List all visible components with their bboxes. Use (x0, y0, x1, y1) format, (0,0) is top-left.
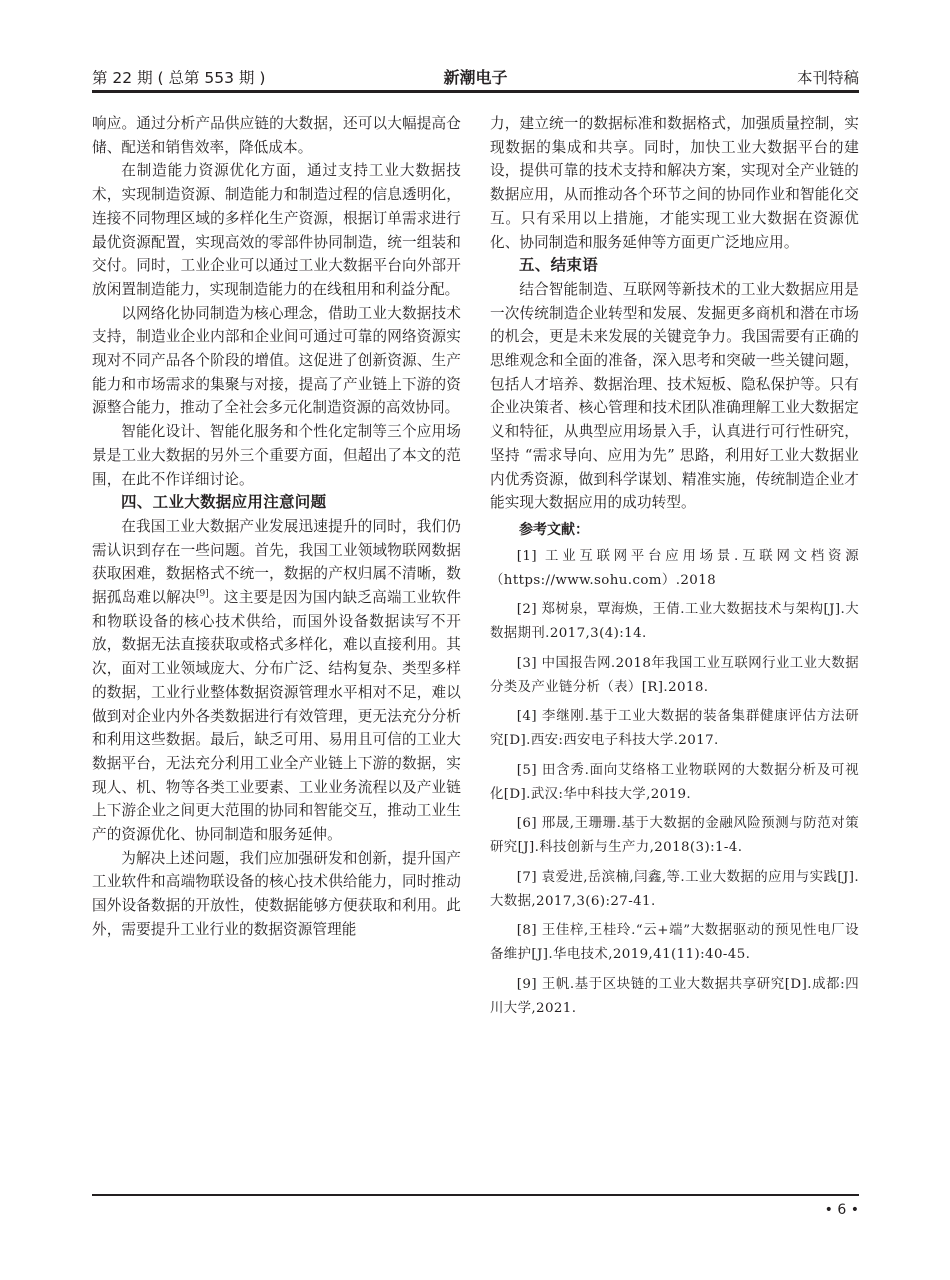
reference-item: [6] 邢晟,王珊珊.基于大数据的金融风险预测与防范对策研究[J].科技创新与生产力,2018(3):1-4. (490, 816, 859, 856)
citation-marker: [9] (195, 589, 209, 600)
paragraph: 响应。通过分析产品供应链的大数据，还可以大幅提高仓储、配送和销售效率，降低成本。 (92, 115, 461, 156)
section-heading: 四、工业大数据应用注意问题 (121, 493, 327, 512)
page-header (92, 62, 859, 88)
reference-item: [1] 工业互联网平台应用场景.互联网文档资源（https://www.sohu.com）.2018 (490, 548, 859, 588)
journal-title: 新潮电子 (443, 68, 508, 87)
reference-item: [3] 中国报告网.2018年我国工业互联网行业工业大数据分类及产业链分析（表）[R].2018. (490, 655, 859, 695)
paragraph: 以网络化协同制造为核心理念，借助工业大数据技术支持，制造业企业内部和企业间可通过可靠的网络资源实现对不同产品各个阶段的增值。这促进了创新资源、生产能力和市场需求的集聚与对接，提高了产业链上下游的资源整合能力，推动了全社会多元化制造资源的高效协同。 (92, 304, 461, 417)
paragraph: 力，建立统一的数据标准和数据格式，加强质量控制，实现数据的集成和共享。同时，加快工业大数据平台的建设，提供可靠的技术支持和解决方案，实现对全产业链的数据应用，从而推动各个环节之间的协同作业和智能化交互。只有采用以上措施，才能实现工业大数据在资源优化、协同制造和服务延伸等方面更广泛地应用。 (490, 115, 859, 251)
paragraph: 为解决上述问题，我们应加强研发和创新，提升国产工业软件和高端物联设备的核心技术供给能力，同时推动国外设备数据的开放性，使数据能够方便获取和利用。此外，需要提升工业行业的数据资源管理能 (92, 849, 461, 938)
column-label: 本刊特稿 (796, 69, 859, 87)
reference-item: [4] 李继刚.基于工业大数据的装备集群健康评估方法研究[D].西安:西安电子科技大学.2017. (490, 709, 859, 749)
reference-item: [7] 袁爱进,岳滨楠,闫鑫,等.工业大数据的应用与实践[J].大数据,2017,3(6):27-41. (490, 869, 859, 909)
right-column (490, 112, 859, 1026)
section-heading: 五、结束语 (519, 256, 599, 275)
page-number: • 6 • (824, 1202, 859, 1218)
issue-label: 第 22 期 ( 总第 553 期 ) (92, 69, 266, 87)
paragraph-text: 在我国工业大数据产业发展迅速提升的同时，我们仍需认识到存在一些问题。首先，我国工业领域物联网数据获取困难，数据格式不统一，数据的产权归属不清晰，数据孤岛难以解决 (92, 517, 461, 607)
references-heading: 参考文献： (519, 521, 589, 538)
footer-rule (92, 1194, 859, 1196)
reference-item: [5] 田含秀.面向艾络格工业物联网的大数据分析及可视化[D].武汉:华中科技大学,2019. (490, 762, 859, 802)
reference-item: [9] 王帆.基于区块链的工业大数据共享研究[D].成都:四川大学,2021. (490, 976, 859, 1016)
reference-item: [2] 郑树泉，覃海焕，王倩.工业大数据技术与架构[J].大数据期刊.2017,3(4):14. (490, 602, 859, 642)
paragraph: 结合智能制造、互联网等新技术的工业大数据应用是一次传统制造企业转型和发展、发掘更多商机和潜在市场的机会，更是未来发展的关键竞争力。我国需要有正确的思维观念和全面的准备，深入思考和突破一些关键问题，包括人才培养、数据治理、技术短板、隐私保护等。只有企业决策者、核心管理和技术团队准确理解工业大数据定义和特征，从典型应用场景入手，认真进行可行性研究，坚持 “需求导向、应用为先” 思路，利用好工业大数据业内优秀资源，做到科学谋划、精准实施，传统制造企业才能实现大数据应用的成功转型。 (490, 280, 859, 512)
paragraph-text: 。这主要是因为国内缺乏高端工业软件和物联设备的核心技术供给，而国外设备数据读写不开放，数据无法直接获取或格式多样化，难以直接利用。其次，面对工业领域庞大、分布广泛、结构复杂、类型多样的数据，工业行业整体数据资源管理水平相对不足，难以做到对企业内外各类数据进行有效管理，更无法充分分析和利用这些数据。最后，缺乏可用、易用且可信的工业大数据平台，无法充分利用工业全产业链上下游的数据，实现人、机、物等各类工业要素、工业业务流程以及产业链上下游企业之间更大范围的协同和智能交互，推动工业生产的资源优化、协同制造和服务延伸。 (92, 589, 462, 844)
reference-list (490, 545, 859, 1021)
paragraph: 在制造能力资源优化方面，通过支持工业大数据技术，实现制造资源、制造能力和制造过程的信息透明化，连接不同物理区域的多样化生产资源，根据订单需求进行最优资源配置，实现高效的零部件协同制造，统一组装和交付。同时，工业企业可以通过工业大数据平台向外部开放闲置制造能力，实现制造能力的在线租用和利益分配。 (92, 162, 461, 298)
header-rule (92, 90, 859, 93)
paragraph (92, 515, 461, 847)
left-column (92, 112, 461, 942)
reference-item: [8] 王佳梓,王桂玲.“云+端”大数据驱动的预见性电厂设备维护[J].华电技术,2019,41(11):40-45. (490, 923, 859, 963)
paragraph: 智能化设计、智能化服务和个性化定制等三个应用场景是工业大数据的另外三个重要方面，但超出了本文的范围，在此不作详细讨论。 (92, 423, 461, 488)
